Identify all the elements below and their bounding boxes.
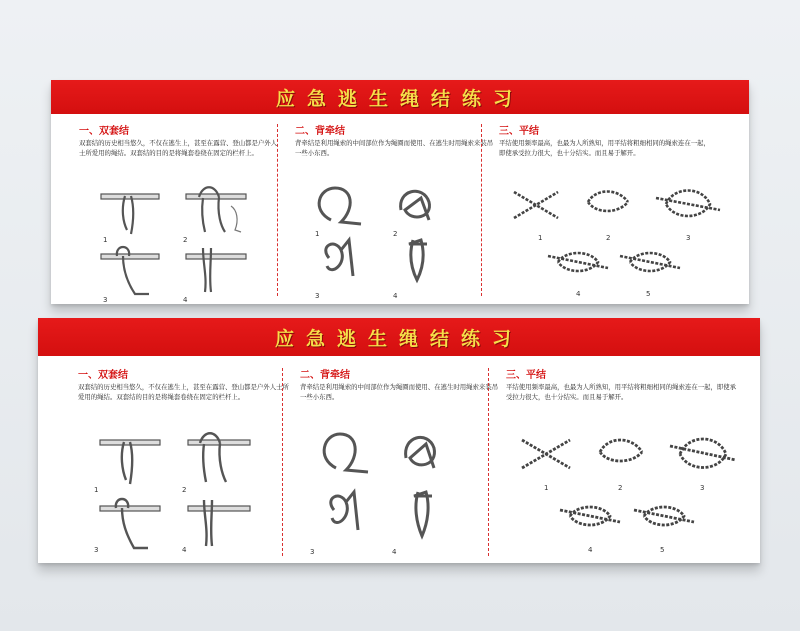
section-description: 双套结的历史相当悠久，不仅在逃生上，甚至在露营、登山都是户外人士所爱用的绳结。双套结的目的是将绳套卷绕在固定的栏杆上。 — [79, 139, 278, 157]
step-number: 2 — [182, 486, 187, 494]
section-description: 平结使用频率最高，也最为人所熟知，用平结将粗细相同的绳索连在一起，即使承受拉力很大，也十分结实。而且易于解开。 — [499, 139, 710, 157]
section-reef-knot — [499, 122, 714, 158]
reef-knot-illustrations — [506, 180, 726, 302]
bowline-illustrations — [306, 426, 481, 558]
step-number: 4 — [576, 290, 581, 298]
banner — [51, 80, 749, 114]
step-number: 3 — [94, 546, 99, 554]
section-clove-hitch — [78, 366, 293, 402]
section-bowline-loop — [300, 366, 500, 402]
section-description: 平结使用频率最高，也最为人所熟知，用平结将粗细相同的绳索连在一起，即使承受拉力很大，也十分结实。而且易于解开。 — [506, 383, 737, 401]
section-title: 一、双套结 — [79, 126, 129, 137]
section-description: 背牵结是利用绳索的中间部位作为绳圈而使用、在逃生时用绳索来装吊一些小东西。 — [295, 139, 494, 157]
step-number: 2 — [606, 234, 611, 242]
step-number: 5 — [646, 290, 651, 298]
section-description: 双套结的历史相当悠久，不仅在逃生上，甚至在露营、登山都是户外人士所爱用的绳结。双套结的目的是将绳套卷绕在固定的栏杆上。 — [78, 383, 289, 401]
bowline-steps-drawing — [306, 426, 481, 558]
clove-hitch-steps-drawing — [90, 430, 275, 558]
section-title: 三、平结 — [499, 126, 539, 137]
section-description: 背牵结是利用绳索的中间部位作为绳圈而使用、在逃生时用绳索来装吊一些小东西。 — [300, 383, 499, 401]
step-number: 2 — [393, 230, 398, 238]
bowline-illustrations — [301, 180, 476, 302]
section-title: 二、背牵结 — [300, 370, 350, 381]
section-divider — [481, 124, 482, 296]
clove-hitch-steps-drawing — [91, 184, 271, 302]
banner-title: 应急逃生绳结练习 — [274, 327, 523, 350]
step-number: 1 — [544, 484, 549, 492]
bowline-steps-drawing — [301, 180, 476, 302]
step-number: 4 — [392, 548, 397, 556]
section-divider — [488, 368, 489, 556]
step-number: 1 — [315, 230, 320, 238]
step-number: 2 — [183, 236, 188, 244]
section-title: 一、双套结 — [78, 370, 128, 381]
step-number: 3 — [700, 484, 705, 492]
section-divider — [277, 124, 278, 296]
step-number: 2 — [618, 484, 623, 492]
step-number: 1 — [94, 486, 99, 494]
step-number: 3 — [315, 292, 320, 300]
poster-board-bottom — [38, 318, 760, 563]
banner-title: 应急逃生绳结练习 — [275, 87, 524, 110]
step-number: 1 — [538, 234, 543, 242]
step-number: 4 — [182, 546, 187, 554]
banner — [38, 318, 760, 356]
step-number: 3 — [686, 234, 691, 242]
step-number: 5 — [660, 546, 665, 554]
clove-hitch-illustrations — [91, 184, 271, 302]
step-number: 1 — [103, 236, 108, 244]
section-clove-hitch — [79, 122, 279, 158]
step-number: 4 — [183, 296, 188, 304]
section-reef-knot — [506, 366, 741, 402]
clove-hitch-illustrations — [90, 430, 275, 558]
section-title: 二、背牵结 — [295, 126, 345, 137]
step-number: 4 — [393, 292, 398, 300]
reef-knot-steps-drawing — [514, 428, 744, 558]
reef-knot-illustrations — [514, 428, 744, 558]
section-divider — [282, 368, 283, 556]
step-number: 3 — [103, 296, 108, 304]
section-title: 三、平结 — [506, 370, 546, 381]
step-number: 4 — [588, 546, 593, 554]
step-number: 3 — [310, 548, 315, 556]
section-bowline-loop — [295, 122, 495, 158]
poster-board-top — [51, 80, 749, 304]
